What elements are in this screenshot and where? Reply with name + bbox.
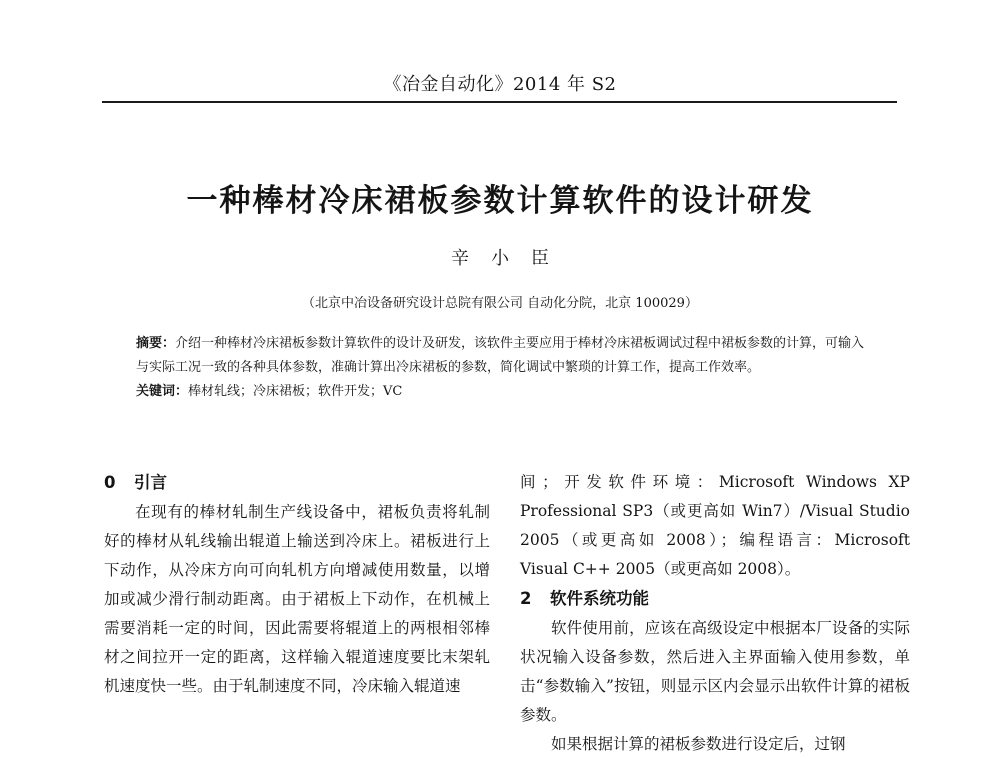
paper-title: 一种棒材冷床裙板参数计算软件的设计研发 [186,183,814,219]
section-heading-0 [104,468,490,498]
keywords-label: 关键词： [136,384,189,399]
abstract-label: 摘要： [136,336,176,351]
setting-paragraph: 如果根据计算的裙板参数进行设定后，过钢 [551,735,846,753]
intro-paragraph: 在现有的棒材轧制生产线设备中，裙板负责将轧制好的棒材从轧线输出辊道上输送到冷床上。裙板进行上下动作，从冷床方向可向轧机方向增减使用数量，以增加或减少滑行制动距离。由于裙板上下动作，在机械上需要消耗一定的时间，因此需要将辊道上的两根相邻棒材之间拉开一定的距离，这样输入辊道速度要比末架轧机速度快一些。由于轧制速度不同，冷床输入辊道速 [104,503,490,695]
section-title: 引言 [134,473,167,492]
author-affiliation: （北京中冶设备研究设计总院有限公司 自动化分院，北京 100029） [302,296,698,311]
abstract-block [136,332,868,404]
section-heading-2 [520,584,910,614]
keywords-text: 棒材轧线；冷床裙板；软件开发；VC [188,384,403,399]
keywords [136,380,868,404]
section-number: 0 [104,473,116,492]
function-paragraph: 软件使用前，应该在高级设定中根据本厂设备的实际状况输入设备参数，然后进入主界面输入使用参数，单击“参数输入”按钮，则显示区内会显示出软件计算的裙板参数。 [520,619,910,724]
left-column [104,468,490,701]
right-column [520,468,910,759]
continued-paragraph: 间；开发软件环境：Microsoft Windows XP Professional SP3（或更高如 Win7）/Visual Studio 2005（或更高如 2008）；编程语言：Microsoft Visual C++ 2005（或更高如 2008）。 [520,473,910,578]
running-head: 《冶金自动化》2014 年 S2 [383,74,617,95]
section-title: 软件系统功能 [550,589,649,608]
abstract-text: 介绍一种棒材冷床裙板参数计算软件的设计及研发，该软件主要应用于棒材冷床裙板调试过程中裙板参数的计算，可输入与实际工况一致的各种具体参数，准确计算出冷床裙板的参数，简化调试中繁琐的计算工作，提高工作效率。 [136,336,865,375]
author-name: 辛小臣 [451,248,571,269]
header-rule [102,101,897,103]
abstract [136,332,868,380]
section-number: 2 [520,589,532,608]
